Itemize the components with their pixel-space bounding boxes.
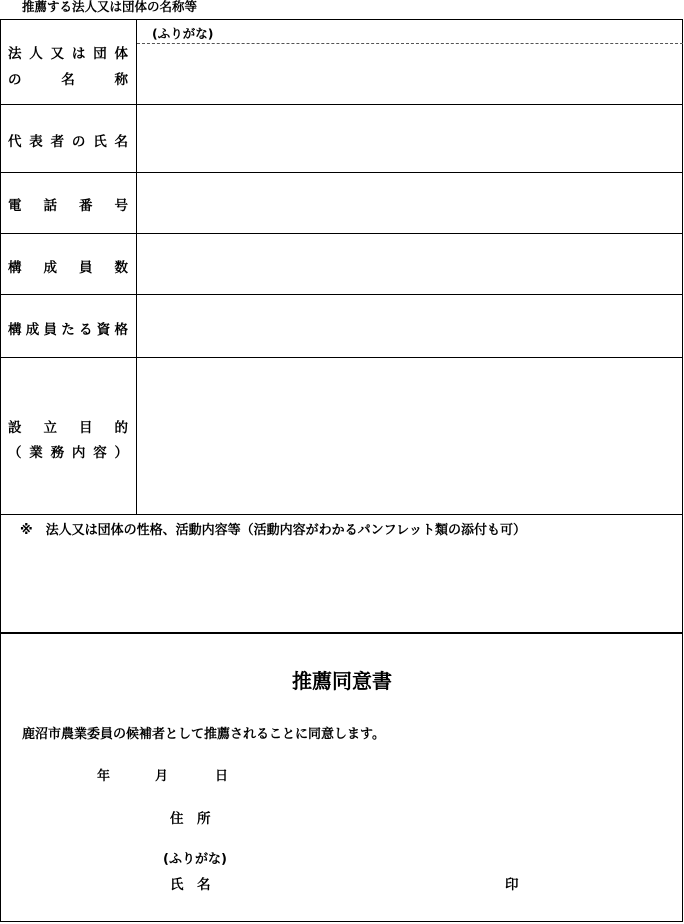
- row-divider: [0, 514, 683, 515]
- qualification-label: 構 成 員 た る 資 格: [8, 322, 128, 338]
- consent-statement: 鹿沼市農業委員の候補者として推薦されることに同意します。: [22, 727, 385, 742]
- seal-mark: 印: [505, 877, 519, 893]
- date-month-label: 月: [155, 769, 169, 784]
- purpose-label-line1: 設 立 目 的: [8, 420, 128, 436]
- org-name-label-line2: の 名 称: [8, 72, 128, 88]
- representative-field[interactable]: [137, 105, 683, 172]
- org-name-field[interactable]: [137, 44, 683, 104]
- representative-label: 代 表 者 の 氏 名: [8, 134, 128, 150]
- furigana-label: (ふりがな): [152, 26, 214, 41]
- signer-name-label: 氏 名: [170, 877, 211, 893]
- date-day-label: 日: [215, 769, 229, 784]
- org-description-field[interactable]: [1, 540, 682, 630]
- date-year-label: 年: [97, 769, 111, 784]
- purpose-label-line2: （ 業 務 内 容 ）: [8, 445, 128, 461]
- qualification-field[interactable]: [137, 295, 683, 357]
- org-description-note: ※ 法人又は団体の性格、活動内容等（活動内容がわかるパンフレット類の添付も可）: [20, 523, 526, 538]
- member-count-field[interactable]: [137, 234, 683, 294]
- member-count-label: 構 成 員 数: [8, 260, 128, 276]
- phone-label: 電 話 番 号: [8, 198, 128, 214]
- consent-title: 推薦同意書: [292, 669, 392, 693]
- phone-field[interactable]: [137, 173, 683, 233]
- org-name-label-line1: 法 人 又 は 団 体: [8, 46, 128, 62]
- form-heading: 推薦する法人又は団体の名称等: [22, 0, 198, 14]
- address-label: 住 所: [170, 811, 211, 827]
- purpose-field[interactable]: [137, 358, 683, 514]
- section-divider: [0, 632, 683, 634]
- consent-furigana-label: (ふりがな): [163, 852, 227, 867]
